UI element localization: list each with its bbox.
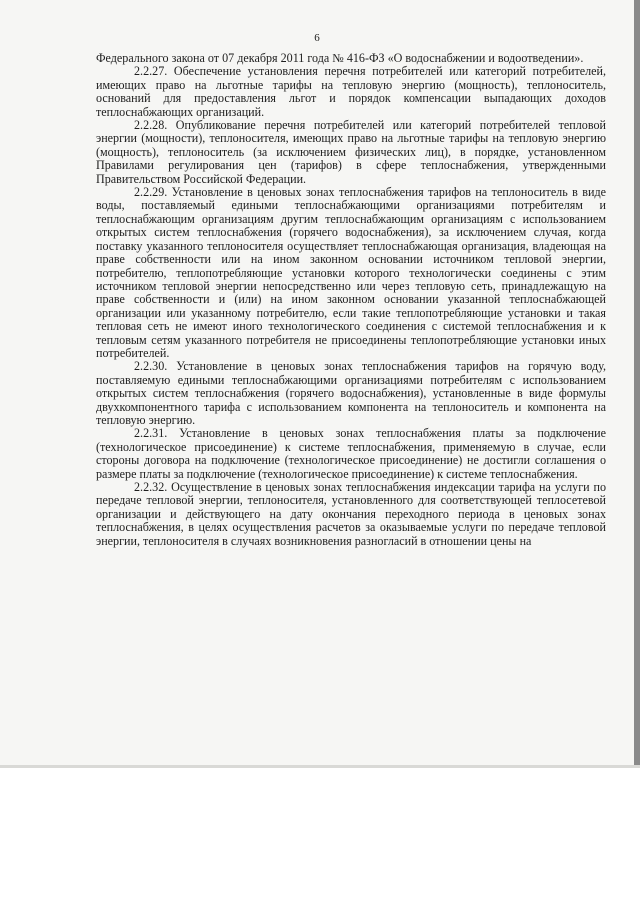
paragraph-2-2-30: 2.2.30. Установление в ценовых зонах теплоснабжения тарифов на горячую воду, поставляемую едиными теплоснабжающими организациями потребителям с использованием открытых систем теплоснабжения (горячего водоснабжения), установленные в виде формулы двухкомпонентного тарифа с использованием компонента на теплоноситель и компонента на тепловую энергию. — [96, 359, 606, 427]
document-body — [96, 52, 606, 548]
intro-paragraph: Федерального закона от 07 декабря 2011 года № 416-ФЗ «О водоснабжении и водоотведении». — [96, 51, 584, 65]
page-number: 6 — [314, 32, 320, 44]
paragraph-2-2-28: 2.2.28. Опубликование перечня потребителей или категорий потребителей тепловой энергии (мощности), теплоносителя, имеющих право на льготные тарифы на тепловую энергию (мощность), теплоноситель (за исключением физических лиц), в порядке, установленном Правилами регулирования цен (тарифов) в сфере теплоснабжения, утвержденными Правительством Российской Федерации. — [96, 118, 606, 186]
paragraph-2-2-27: 2.2.27. Обеспечение установления перечня потребителей или категорий потребителей, имеющих право на льготные тарифы на тепловую энергию (мощность), теплоноситель, оснований для предоставления льгот и порядок компенсации выпадающих доходов теплоснабжающих организаций. — [96, 64, 606, 119]
paragraph-2-2-29: 2.2.29. Установление в ценовых зонах теплоснабжения тарифов на теплоноситель в виде воды, поставляемый едиными теплоснабжающими организациями потребителям и теплоснабжающим организациям другим теплоснабжающим организациям с использованием открытых систем теплоснабжения (горячего водоснабжения), за исключением случая, когда поставку указанного теплоносителя осуществляет теплоснабжающая организация, владеющая на праве собственности или на ином законном основании источником тепловой энергии, потребителю, теплопотребляющие установки которого технологически соединены с этим источником тепловой энергии непосредственно или через тепловую сеть, принадлежащую на праве собственности и (или) на ином законном основании указанной теплоснабжающей организации или указанному потребителю, если такие теплопотребляющие установки и такая тепловая сеть не имеют иного технологического соединения с системой теплоснабжения и к тепловым сетям указанного потребителя не присоединены теплопотребляющие установки иных потребителей. — [96, 185, 606, 360]
paragraph-2-2-32: 2.2.32. Осуществление в ценовых зонах теплоснабжения индексации тарифа на услуги по передаче тепловой энергии, теплоносителя, установленного для соответствующей теплосетевой организации и действующего на дату окончания переходного периода в ценовых зонах теплоснабжения, в целях осуществления расчетов за оказываемые услуги по передаче тепловой энергии, теплоносителя в случаях возникновения разногласий в отношении цены на — [96, 480, 606, 548]
paragraph-2-2-31: 2.2.31. Установление в ценовых зонах теплоснабжения платы за подключение (технологическое присоединение) к системе теплоснабжения, применяемую в случае, если стороны договора на подключение (технологическое присоединение) не достигли соглашения о размере платы за подключение (технологическое присоединение) к системе теплоснабжения. — [96, 426, 606, 481]
scan-bottom-edge — [0, 765, 640, 768]
